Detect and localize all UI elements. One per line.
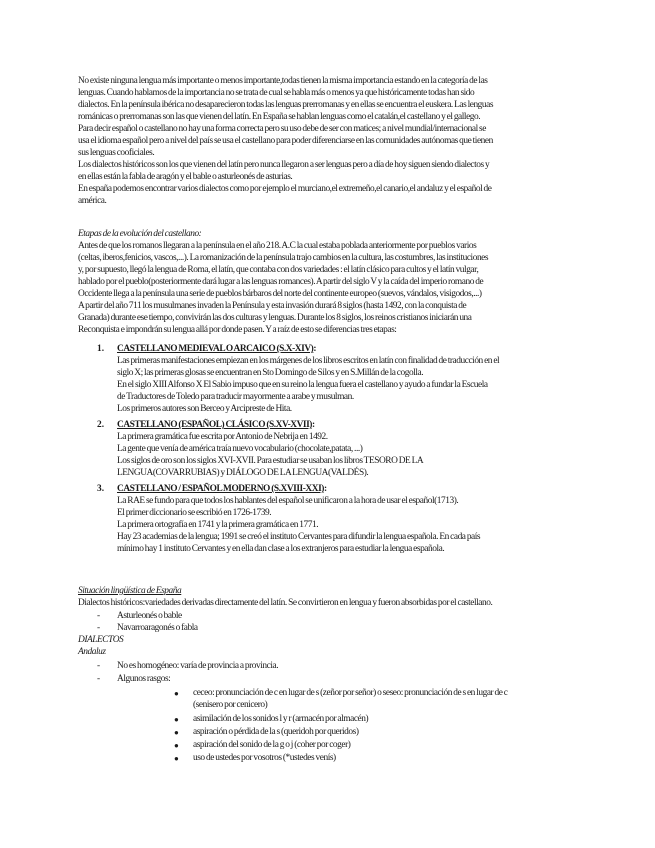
- evolution-line: A partir del año 711 los musulmanes invaden la Península y esta invasión durará 8 siglos (hasta 1492, con la conquista de: [78, 301, 467, 311]
- situation-intro: Dialectos históricos:variedades derivadas directamente del latín. Se convirtieron en lengua y fueron absorbidas por el castellano.: [78, 598, 493, 608]
- intro-line: usa el idioma español pero a nivel del país se usa el castellano para poder diferenciarse en las comunidades autónomas que tienen: [78, 136, 493, 146]
- intro-line: No existe ninguna lengua más importante o menos importante,todas tienen la misma importancia estando en la categoría de las: [78, 76, 488, 86]
- feature-line: (senisero por cenicero): [193, 700, 268, 710]
- intro-line: románicas o prerromanas son las que vienen del latín. En España se hablan lenguas como el catalán,el castellano y el gallego.: [78, 112, 481, 122]
- intro-line: en ellas están la fabla de aragón y el bable o asturleonés de asturias.: [78, 172, 293, 182]
- stage-title-suffix: :: [311, 420, 315, 430]
- feature-line: ceceo: pronunciación de c en lugar de s (zeñor por señor) o seseo: pronunciación de s en lugar de c: [193, 688, 508, 698]
- dash-item: Asturleonés o bable: [117, 611, 182, 621]
- evolution-line: (celtas, iberos,fenicios, vascos,...). La romanización de la península trajo cambios en la cultura, las costumbres, las instituciones: [78, 253, 489, 263]
- stage-line: Las primeras manifestaciones empiezan en los márgenes de los libros escritos en latín con finalidad de traducción en el: [117, 356, 500, 366]
- dash-marker: -: [97, 623, 101, 633]
- stage-line: La primera gramática fue escrita por Antonio de Nebrija en 1492.: [117, 432, 328, 442]
- evolution-line: Granada) durante ese tiempo, convivirán las dos culturas y lenguas. Durante los 8 siglos, los reinos cristianos iniciarán una: [78, 313, 472, 323]
- feature-line: aspiración o pérdida de la s (queridoh por queridos): [193, 727, 359, 737]
- bullet-icon: ●: [174, 715, 179, 724]
- stage-line: Los siglos de oro son los siglos XVI-XVII. Para estudiar se usaban los libros TESORO DE LA: [117, 456, 424, 466]
- stage-line: mínimo hay 1 instituto Cervantes y en ella dan clase a los extranjeros para estudiar la lengua española.: [117, 544, 445, 554]
- intro-line: lenguas. Cuando hablamos de la importancia no se trata de cual se habla más o menos ya que históricamente todas han sido: [78, 88, 475, 98]
- stage-line: El primer diccionario se escribió en 1726-1739.: [117, 508, 272, 518]
- intro-line: dialectos. En la península ibérica no desaparecieron todas las lenguas prerromanas y en ellas se encuentra el euskera. Las lenguas: [78, 100, 494, 110]
- andaluz-item: No es homogéneo: varía de provincia a provincia.: [117, 661, 279, 671]
- andaluz-heading: Andaluz: [78, 647, 106, 657]
- stage-line: LENGUA(COVARRUBIAS) y DIÁLOGO DE LA LENGUA(VALDÉS).: [117, 468, 369, 478]
- stage-title: CASTELLANO MEDIEVAL O ARCAICO (S.X-XIV): [117, 344, 314, 354]
- evolution-heading: Etapas de la evolución del castellano:: [78, 229, 202, 239]
- evolution-line: Reconquista e impondrán su lengua allá por donde pasen. Y a raíz de esto se diferencias tres etapas:: [78, 325, 397, 335]
- stage-line: siglo X; las primeras glosas se encuentran en Sto Domingo de Silos y en S.Millán de la cogolla.: [117, 368, 424, 378]
- stage-line: La primera ortografía en 1741 y la primera gramática en 1771.: [117, 520, 319, 530]
- feature-line: aspiración del sonido de la g o j (coher por coger): [193, 740, 351, 750]
- stage-line: La RAE se fundo para que todos los hablantes del español se unificaron a la hora de usar el español(1713).: [117, 496, 459, 506]
- stage-title: CASTELLANO / ESPAÑOL MODERNO (S.XVIII-XXI): [117, 484, 324, 494]
- andaluz-item: Algunos rasgos:: [117, 674, 171, 684]
- evolution-line: Antes de que los romanos llegaran a la península en el año 218. A.C la cual estaba poblada anteriormente por pueblos varios: [78, 241, 477, 251]
- stage-marker: 2.: [97, 420, 105, 430]
- intro-line: américa.: [78, 196, 107, 206]
- stage-title-suffix: :: [313, 344, 316, 354]
- stage-marker: 1.: [97, 344, 105, 354]
- bullet-icon: ●: [174, 741, 179, 750]
- dash-marker: -: [97, 674, 101, 684]
- bullet-icon: ●: [174, 754, 179, 763]
- stage-title-row: [117, 484, 327, 495]
- intro-line: En españa podemos encontrar varios dialectos como por ejemplo el murciano,el extremeño,el canario,el andaluz y el español de: [78, 184, 492, 194]
- feature-line: asimilación de los sonidos l y r (armacén por almacén): [193, 714, 369, 724]
- intro-line: Para decir español o castellano no hay una forma correcta pero su uso debe de ser con matices; a nivel mundial/internacional se: [78, 124, 486, 134]
- stage-line: de Traductores de Toledo para traducir mayormente a arabe y musulman.: [117, 392, 354, 402]
- stage-title-row: [117, 420, 315, 431]
- dialects-heading: DIALECTOS: [78, 635, 124, 645]
- situation-heading: Situación lingüística de España: [78, 586, 182, 596]
- stage-title-suffix: :: [323, 484, 327, 494]
- feature-line: uso de ustedes por vosotros (*ustedes venís): [193, 753, 336, 763]
- stage-line: Hay 23 academias de la lengua; 1991 se creó el instituto Cervantes para difundir la lengua española. En cada país: [117, 532, 481, 542]
- intro-line: sus lenguas cooficiales.: [78, 148, 155, 158]
- evolution-line: y, por supuesto, llegó la lengua de Roma, el latín, que contaba con dos variedades : el latín clásico para cultos y el latín vulgar,: [78, 265, 479, 275]
- stage-line: Los primeros autores son Berceo y Arcipreste de Hita.: [117, 404, 292, 414]
- stage-marker: 3.: [97, 484, 105, 494]
- evolution-line: Occidente llega a la península una serie de pueblos bárbaros del norte del continente europeo (suevos, vándalos, visigodos,...): [78, 289, 482, 299]
- bullet-icon: ●: [174, 689, 179, 698]
- stage-title: CASTELLANO (ESPAÑOL) CLÁSICO (S.XV-XVII): [117, 420, 312, 430]
- dash-marker: -: [97, 611, 101, 621]
- evolution-line: hablado por el pueblo(posteriormente dará lugar a las lenguas romances). A partir del siglo V y la caída del imperio romano de: [78, 277, 484, 287]
- intro-line: Los dialectos históricos son los que vienen del latín pero nunca llegaron a ser lenguas pero a día de hoy siguen siendo dialectos y: [78, 160, 490, 170]
- stage-line: En el siglo XIII Alfonso X El Sabio impuso que en su reino la lengua fuera el castellano y ayudo a fundar la Escuela: [117, 380, 488, 390]
- dash-marker: -: [97, 661, 101, 671]
- stage-title-row: [117, 344, 316, 355]
- stage-line: La gente que venía de américa traía nuevo vocabulario (chocolate,patata, ...): [117, 444, 363, 454]
- dash-item: Navarroaragonés o fabla: [117, 623, 198, 633]
- bullet-icon: ●: [174, 728, 179, 737]
